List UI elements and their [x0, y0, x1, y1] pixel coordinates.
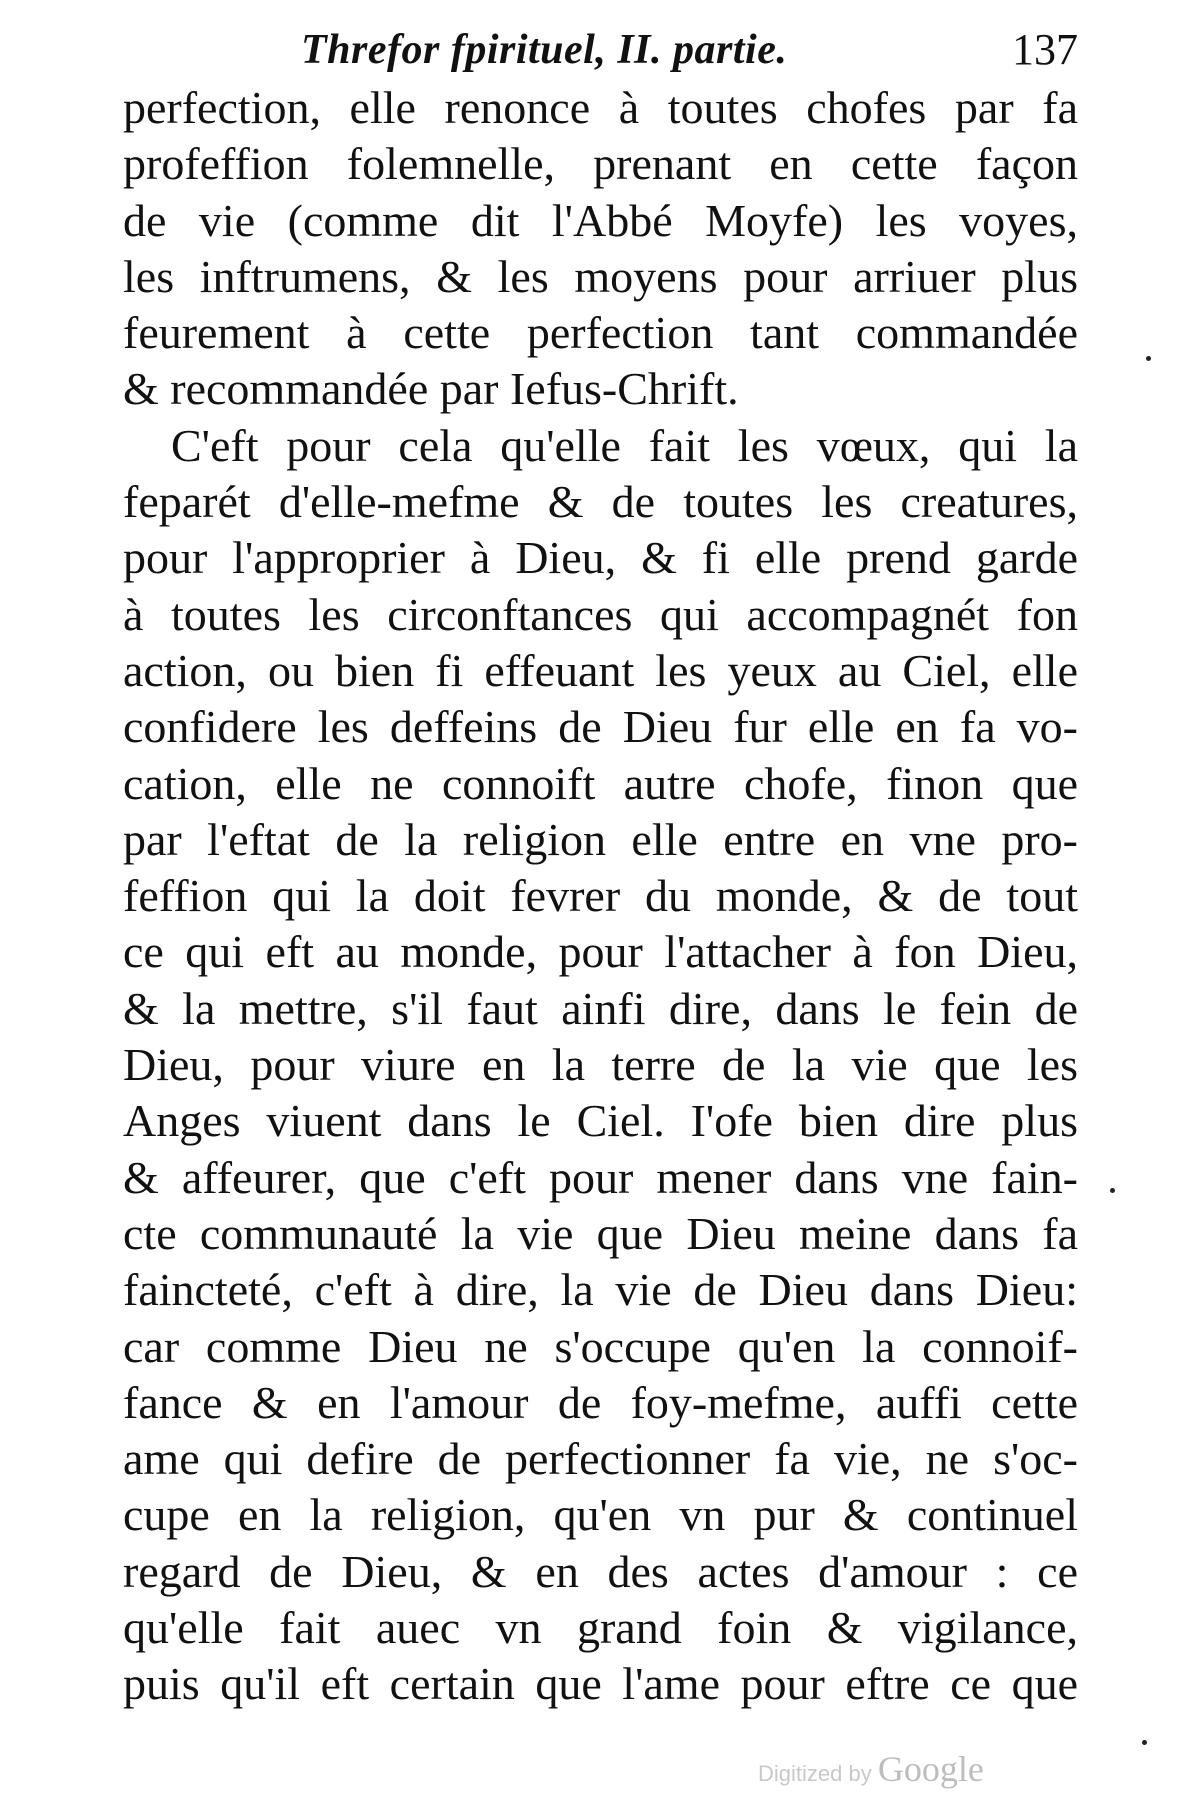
ink-speck [1146, 356, 1151, 361]
text-line: faincteté, c'eft à dire, la vie de Dieu dans Dieu: [123, 1264, 1078, 1316]
text-line: à toutes les circonftances qui accompagnét fon [123, 588, 1078, 640]
text-line: car comme Dieu ne s'occupe qu'en la connoif- [123, 1320, 1078, 1372]
text-line: fance & en l'amour de foy-mefme, auffi cette [123, 1376, 1078, 1428]
text-line: profeffion folemnelle, prenant en cette façon [123, 138, 1078, 190]
text-line: cation, elle ne connoift autre chofe, finon que [123, 757, 1078, 809]
text-line: feffion qui la doit fevrer du monde, & de tout [123, 870, 1078, 922]
text-line: Anges viuent dans le Ciel. I'ofe bien dire plus [123, 1095, 1078, 1147]
body-text [123, 80, 1078, 1713]
text-line: & recommandée par Iefus-Chrift. [123, 363, 739, 415]
watermark-brand: Google [877, 1749, 984, 1789]
watermark-prefix: Digitized by [758, 1761, 872, 1786]
text-line: feparét d'elle-mefme & de toutes les creatures, [123, 476, 1078, 528]
text-line: & affeurer, que c'eft pour mener dans vne fain- [123, 1151, 1078, 1203]
text-line: ce qui eft au monde, pour l'attacher à fon Dieu, [123, 926, 1078, 978]
text-line: de vie (comme dit l'Abbé Moyfe) les voyes, [123, 194, 1078, 246]
text-line: pour l'approprier à Dieu, & fi elle prend garde [123, 532, 1078, 584]
text-line: perfection, elle renonce à toutes chofes par fa [123, 82, 1078, 133]
text-line: par l'eftat de la religion elle entre en vne pro- [123, 813, 1078, 865]
running-head [123, 22, 1078, 82]
ink-speck [1142, 1740, 1147, 1745]
text-line: confidere les deffeins de Dieu fur elle en fa vo- [123, 701, 1078, 753]
text-line: feurement à cette perfection tant commandée [123, 307, 1078, 359]
text-line: qu'elle fait auec vn grand foin & vigilance, [123, 1602, 1078, 1654]
text-line: cupe en la religion, qu'en vn pur & continuel [123, 1489, 1078, 1541]
text-line: Dieu, pour viure en la terre de la vie que les [123, 1039, 1078, 1091]
page-number: 137 [1012, 25, 1078, 74]
running-head-title: Threfor fpirituel, II. partie. [301, 27, 788, 73]
text-line: regard de Dieu, & en des actes d'amour : ce [123, 1545, 1078, 1597]
text-line: C'eft pour cela qu'elle fait les vœux, qui la [171, 419, 1078, 471]
digitization-watermark [758, 1748, 984, 1790]
text-line: & la mettre, s'il faut ainfi dire, dans le fein de [123, 982, 1078, 1034]
text-line: action, ou bien fi effeuant les yeux au Ciel, elle [123, 644, 1078, 696]
ink-speck [1110, 1188, 1115, 1193]
text-line: ame qui defire de perfectionner fa vie, ne s'oc- [123, 1433, 1078, 1485]
text-line: puis qu'il eft certain que l'ame pour eftre ce que [123, 1658, 1078, 1710]
text-line: cte communauté la vie que Dieu meine dans fa [123, 1207, 1078, 1259]
text-line: les inftrumens, & les moyens pour arriuer plus [123, 250, 1078, 302]
